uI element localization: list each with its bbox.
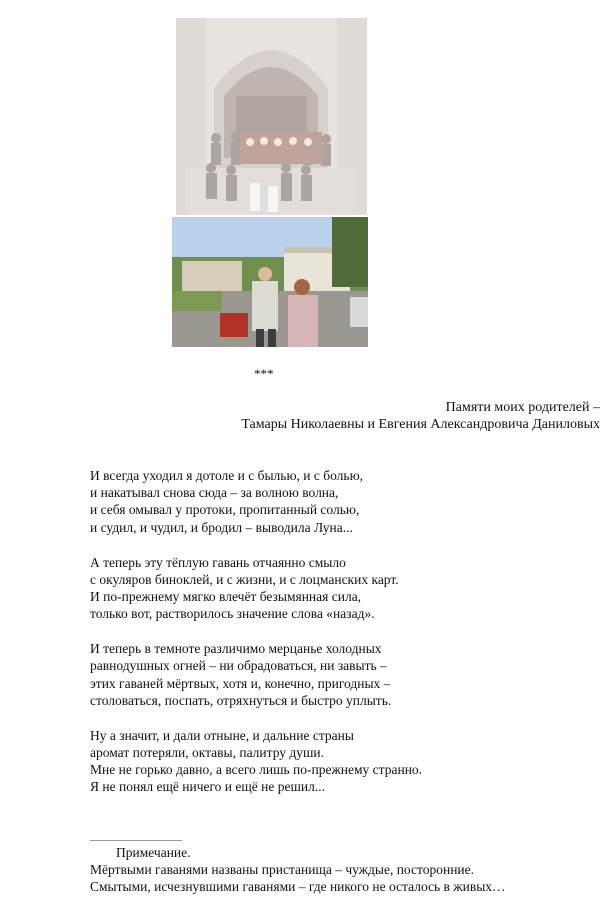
poem-line: и накатывал снова сюда – за волною волна, (90, 485, 339, 501)
poem-line: равнодушных огней – ни обрадоваться, ни завыть – (90, 658, 387, 674)
poem-line: и судил, и чудил, и бродил – выводила Луна... (90, 519, 353, 535)
poem (90, 467, 422, 813)
footnote-divider (90, 840, 182, 841)
poem-line: Мне не горько давно, а всего лишь по-прежнему странно. (90, 762, 423, 778)
poem-line: А теперь эту тёплую гавань отчаянно смыло (90, 554, 346, 570)
poem-line: И по-прежнему мягко влечёт безымянная сила, (90, 589, 362, 605)
poem-line: аромат потеряли, октавы, палитру души. (90, 745, 325, 761)
dedication-line-1: Памяти моих родителей – (445, 400, 600, 415)
couple-photo (172, 217, 368, 347)
poem-line: Ну а значит, и дали отныне, и дальние страны (90, 727, 354, 743)
poem-line: И теперь в темноте различимо мерцанье холодных (90, 641, 382, 657)
group-photo (176, 18, 367, 215)
poem-line: Я не понял ещё ничего и ещё не решил... (90, 779, 325, 795)
poem-line: этих гаваней мёртвых, хотя и, конечно, пригодных – (90, 675, 391, 691)
dedication-line-2: Тамары Николаевны и Евгения Александровича Даниловых (241, 417, 600, 432)
footnote-line-1: Мёртвыми гаванями названы пристанища – чуждые, посторонние. (90, 862, 475, 877)
stanza-3 (90, 640, 422, 709)
stanza-4 (90, 727, 422, 796)
stanza-2 (90, 554, 422, 623)
poem-line: с окуляров биноклей, и с жизни, и с лоцманских карт. (90, 571, 399, 587)
footnote-title: Примечание. (116, 845, 191, 860)
separator: *** (254, 366, 274, 381)
poem-line: И всегда уходил я дотоле и с былью, и с болью, (90, 468, 364, 483)
poem-line: столоваться, поспать, отряхнуться и быстро уплыть. (90, 692, 392, 708)
footnote-line-2: Смытыми, исчезнувшими гаванями – где никого не осталось в живых… (90, 879, 506, 894)
poem-line: только вот, растворилось значение слова «назад». (90, 606, 375, 622)
stanza-1 (90, 467, 422, 536)
poem-line: и себя омывал у протоки, пропитанный солью, (90, 502, 360, 518)
